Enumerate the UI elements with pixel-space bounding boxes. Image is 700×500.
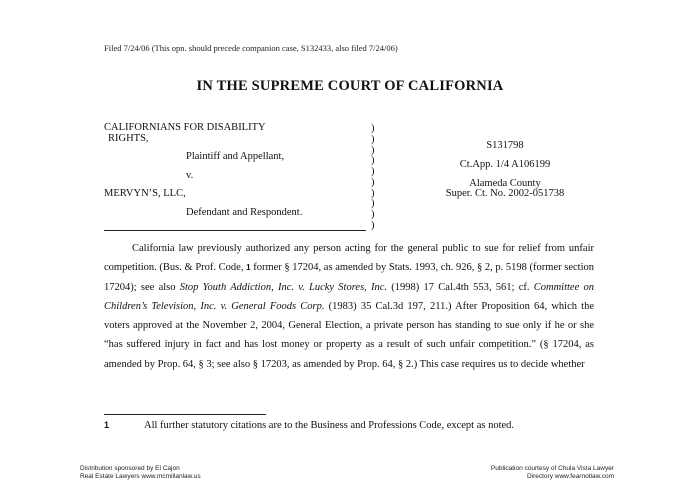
caption-paren: ) — [371, 219, 375, 231]
appeal-number: Ct.App. 1/4 A106199 — [459, 159, 551, 170]
footnote-reference[interactable]: 1 — [246, 263, 251, 273]
caption-paren: ) — [371, 123, 375, 134]
plaintiff-name-line2: RIGHTS, — [108, 133, 149, 144]
caption-paren: ) — [371, 144, 375, 156]
footnote-rule — [104, 414, 266, 415]
caption-paren: ) — [371, 166, 375, 177]
opinion-body — [104, 239, 594, 374]
footnote-mark: 1 — [104, 420, 110, 430]
body-text-segment: former § 17204, as amended by Stats. 1993, ch. 926, § 2, p. 5198 (former section 17204); see also — [104, 262, 594, 293]
body-text-segment: (1983) 35 Cal.3d 197, 211.) After Proposition 64, which the voters approved at the November 2, 2004, General Election, a private person has standing to sue only if he or she “has suffered injury in fact and has lost money or property as a result of such unfair competition.” (§ 17204, as amended by Prop. 64, § 3; see also § 17203, as amended by Prop. 64, § 2.) This case requires us to decide whether — [104, 300, 594, 370]
case-citation: Committee on Children’s Television, Inc. v. General Foods Corp. — [104, 281, 594, 312]
caption-paren: ) — [371, 209, 375, 220]
defendant-name: MERVYN’S, LLC, — [104, 188, 186, 199]
defendant-role: Defendant and Respondent. — [186, 207, 303, 218]
superior-court-number: Super. Ct. No. 2002-051738 — [445, 188, 565, 199]
plaintiff-name-line1: CALIFORNIANS FOR DISABILITY — [104, 122, 266, 133]
footer-sponsor-line2: Real Estate Lawyers www.mcmillanlaw.us — [80, 472, 201, 480]
footer-publication-line1: Publication courtesy of Chula Vista Lawyer — [490, 465, 614, 472]
caption-paren: ) — [371, 198, 375, 210]
caption-paren: ) — [371, 133, 375, 145]
body-text-segment: (1998) 17 Cal.4th 553, 561; cf. — [387, 281, 534, 293]
caption-paren: ) — [371, 155, 375, 167]
opinion-paragraph — [104, 239, 594, 374]
court-title: IN THE SUPREME COURT OF CALIFORNIA — [196, 78, 504, 94]
county: Alameda County — [469, 178, 541, 189]
footnote — [104, 419, 594, 432]
caption-parens — [371, 124, 375, 232]
footer-sponsor-line1: Distribution sponsored by El Cajon — [80, 465, 180, 472]
footnote-text: All further statutory citations are to the Business and Professions Code, except as noted. — [144, 420, 515, 431]
plaintiff-role: Plaintiff and Appellant, — [186, 151, 285, 162]
case-number: S131798 — [486, 140, 524, 151]
body-text-segment: California law previously authorized any person acting for the general public to sue for relief from unfair competition. (Bus. & Prof. Code, — [104, 243, 594, 274]
case-citation: Stop Youth Addiction, Inc. v. Lucky Stores, Inc. — [179, 281, 388, 293]
caption-paren: ) — [371, 176, 375, 188]
versus: v. — [186, 170, 194, 181]
caption-rule — [104, 230, 366, 231]
caption-paren: ) — [371, 187, 375, 199]
filed-note: Filed 7/24/06 (This opn. should precede companion case, S132433, also filed 7/24/06) — [104, 43, 398, 53]
footer-sponsor — [80, 465, 201, 480]
footer-publication-line2: Directory www.fearnotlaw.com — [526, 472, 614, 480]
footer-publication — [491, 465, 614, 480]
